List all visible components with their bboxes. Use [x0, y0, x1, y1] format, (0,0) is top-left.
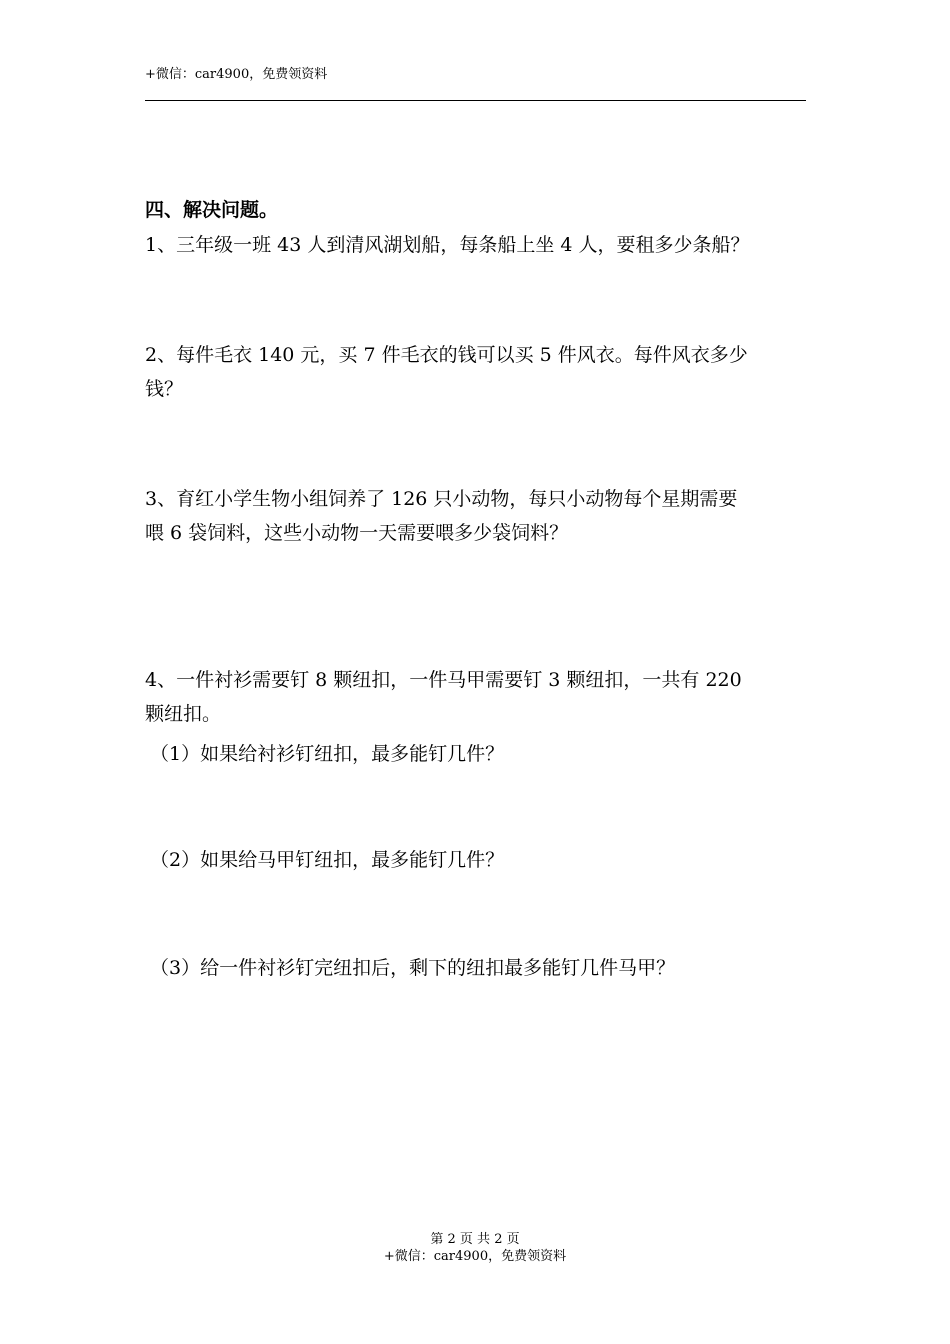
question-4-line-1: 4、一件衬衫需要钉 8 颗纽扣，一件马甲需要钉 3 颗纽扣，一共有 220 [145, 669, 742, 691]
question-3-line-1: 3、育红小学生物小组饲养了 126 只小动物，每只小动物每个星期需要 [145, 488, 738, 510]
header-divider [145, 100, 806, 101]
question-2 [145, 338, 810, 406]
question-1 [145, 228, 810, 262]
question-3 [145, 482, 810, 550]
question-3-line-2: 喂 6 袋饲料，这些小动物一天需要喂多少袋饲料？ [145, 522, 569, 544]
question-1-line-1: 1、三年级一班 43 人到清风湖划船，每条船上坐 4 人，要租多少条船？ [145, 234, 750, 256]
question-4-line-2: 颗纽扣。 [145, 703, 222, 725]
header-watermark: +微信：car4900，免费领资料 [145, 67, 328, 82]
question-2-line-2: 钱？ [145, 378, 184, 400]
question-4-sub-1: （1）如果给衬衫钉纽扣，最多能钉几件？ [150, 743, 505, 765]
question-4-sub-2: （2）如果给马甲钉纽扣，最多能钉几件？ [150, 849, 505, 871]
footer-watermark: +微信：car4900，免费领资料 [383, 1249, 567, 1264]
question-2-line-1: 2、每件毛衣 140 元，买 7 件毛衣的钱可以买 5 件风衣。每件风衣多少 [145, 344, 748, 366]
footer-page-number: 第 2 页 共 2 页 [430, 1232, 520, 1247]
question-4-sub-3: （3）给一件衬衫钉完纽扣后，剩下的纽扣最多能钉几件马甲？ [150, 957, 676, 979]
question-4 [145, 663, 810, 731]
section-title: 四、解决问题。 [145, 199, 279, 221]
